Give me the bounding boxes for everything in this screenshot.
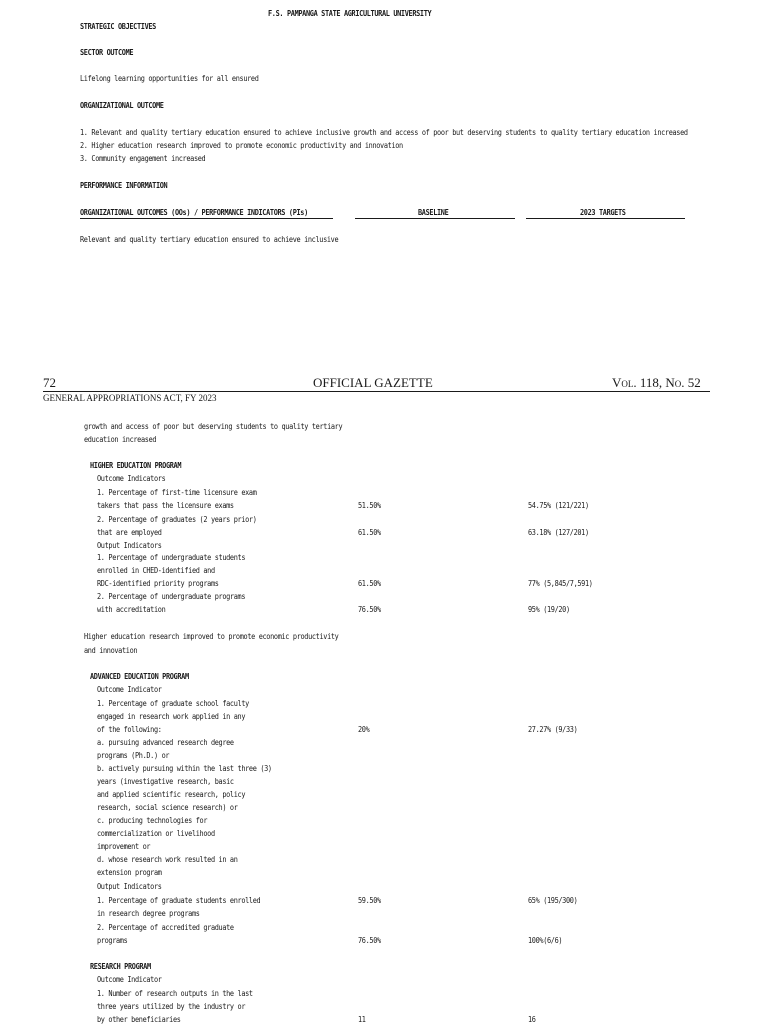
target-value: 16 — [528, 1015, 536, 1024]
continuation-line: growth and access of poor but deserving students to quality tertiary — [84, 422, 343, 431]
indicator-text: that are employed — [97, 528, 162, 537]
indicator-text: c. producing technologies for — [97, 816, 208, 825]
act-title: GENERAL APPROPRIATIONS ACT, FY 2023 — [43, 393, 217, 403]
indicator-text: engaged in research work applied in any — [97, 712, 246, 721]
indicator-text: programs — [97, 936, 128, 945]
indicator-text: enrolled in CHED-identified and — [97, 566, 215, 575]
sector-outcome-text: Lifelong learning opportunities for all ensured — [80, 74, 259, 83]
baseline-value: 61.50% — [358, 579, 381, 588]
indicator-text: programs (Ph.D.) or — [97, 751, 170, 760]
indicator-group-label: Output Indicators — [97, 882, 162, 891]
program-title: HIGHER EDUCATION PROGRAM — [90, 461, 182, 470]
indicator-group-label: Outcome Indicators — [97, 474, 166, 483]
indicator-text: years (investigative research, basic — [97, 777, 234, 786]
outcome-item: 1. Relevant and quality tertiary education ensured to achieve inclusive growth and access of poor but deserving students to quality tertiary education increased — [80, 128, 688, 137]
header-rule — [43, 391, 710, 392]
target-value: 95% (19/20) — [528, 605, 570, 614]
indicator-group-label: Output Indicators — [97, 541, 162, 550]
baseline-value: 11 — [358, 1015, 366, 1024]
indicator-text: 2. Percentage of undergraduate programs — [97, 592, 246, 601]
program-title: ADVANCED EDUCATION PROGRAM — [90, 672, 189, 681]
outcome-statement: Higher education research improved to promote economic productivity — [84, 632, 339, 641]
target-value: 63.18% (127/201) — [528, 528, 589, 537]
indicator-text: with accreditation — [97, 605, 166, 614]
indicator-text: 1. Percentage of first-time licensure exam — [97, 488, 257, 497]
indicator-text: research, social science research) or — [97, 803, 238, 812]
column-header-outcomes: ORGANIZATIONAL OUTCOMES (OOs) / PERFORMANCE INDICATORS (PIs) — [80, 208, 308, 217]
program-title: RESEARCH PROGRAM — [90, 962, 151, 971]
indicator-text: extension program — [97, 868, 162, 877]
column-header-targets: 2023 TARGETS — [580, 208, 626, 217]
indicator-group-label: Outcome Indicator — [97, 685, 162, 694]
baseline-value: 76.50% — [358, 936, 381, 945]
column-header-baseline: BASELINE — [418, 208, 449, 217]
target-value: 100%(6/6) — [528, 936, 563, 945]
intro-line: Relevant and quality tertiary education ensured to achieve inclusive — [80, 235, 339, 244]
indicator-text: and applied scientific research, policy — [97, 790, 246, 799]
baseline-value: 61.50% — [358, 528, 381, 537]
baseline-value: 59.50% — [358, 896, 381, 905]
indicator-text: a. pursuing advanced research degree — [97, 738, 234, 747]
target-value: 65% (195/300) — [528, 896, 578, 905]
target-value: 77% (5,845/7,591) — [528, 579, 593, 588]
indicator-text: of the following: — [97, 725, 162, 734]
indicator-text: 2. Percentage of accredited graduate — [97, 923, 234, 932]
outcome-item: 3. Community engagement increased — [80, 154, 206, 163]
indicator-text: in research degree programs — [97, 909, 200, 918]
indicator-text: 1. Number of research outputs in the last — [97, 989, 253, 998]
indicator-text: commercialization or livelihood — [97, 829, 215, 838]
column-header-underline — [526, 218, 685, 219]
indicator-text: takers that pass the licensure exams — [97, 501, 234, 510]
page-number: 72 — [43, 375, 56, 390]
sector-outcome-heading: SECTOR OUTCOME — [80, 48, 134, 57]
performance-information-heading: PERFORMANCE INFORMATION — [80, 181, 168, 190]
indicator-text: 1. Percentage of undergraduate students — [97, 553, 246, 562]
indicator-text: by other beneficiaries — [97, 1015, 181, 1024]
indicator-text: 2. Percentage of graduates (2 years prior) — [97, 515, 257, 524]
volume-number: Vol. 118, No. 52 — [612, 375, 701, 390]
baseline-value: 76.50% — [358, 605, 381, 614]
indicator-text: RDC-identified priority programs — [97, 579, 219, 588]
outcome-statement: and innovation — [84, 646, 138, 655]
indicator-group-label: Outcome Indicator — [97, 975, 162, 984]
indicator-text: improvement or — [97, 842, 151, 851]
target-value: 54.75% (121/221) — [528, 501, 589, 510]
indicator-text: d. whose research work resulted in an — [97, 855, 238, 864]
baseline-value: 20% — [358, 725, 370, 734]
column-header-underline — [355, 218, 515, 219]
university-title: F.S. PAMPANGA STATE AGRICULTURAL UNIVERSITY — [268, 9, 432, 18]
continuation-line: education increased — [84, 435, 157, 444]
column-header-underline — [80, 218, 333, 219]
baseline-value: 51.50% — [358, 501, 381, 510]
target-value: 27.27% (9/33) — [528, 725, 578, 734]
strategic-objectives-heading: STRATEGIC OBJECTIVES — [80, 22, 156, 31]
indicator-text: three years utilized by the industry or — [97, 1002, 246, 1011]
indicator-text: 1. Percentage of graduate students enrolled — [97, 896, 261, 905]
indicator-text: b. actively pursuing within the last three (3) — [97, 764, 272, 773]
gazette-title: OFFICIAL GAZETTE — [313, 375, 433, 390]
outcome-item: 2. Higher education research improved to promote economic productivity and innovation — [80, 141, 403, 150]
organizational-outcome-heading: ORGANIZATIONAL OUTCOME — [80, 101, 164, 110]
indicator-text: 1. Percentage of graduate school faculty — [97, 699, 249, 708]
